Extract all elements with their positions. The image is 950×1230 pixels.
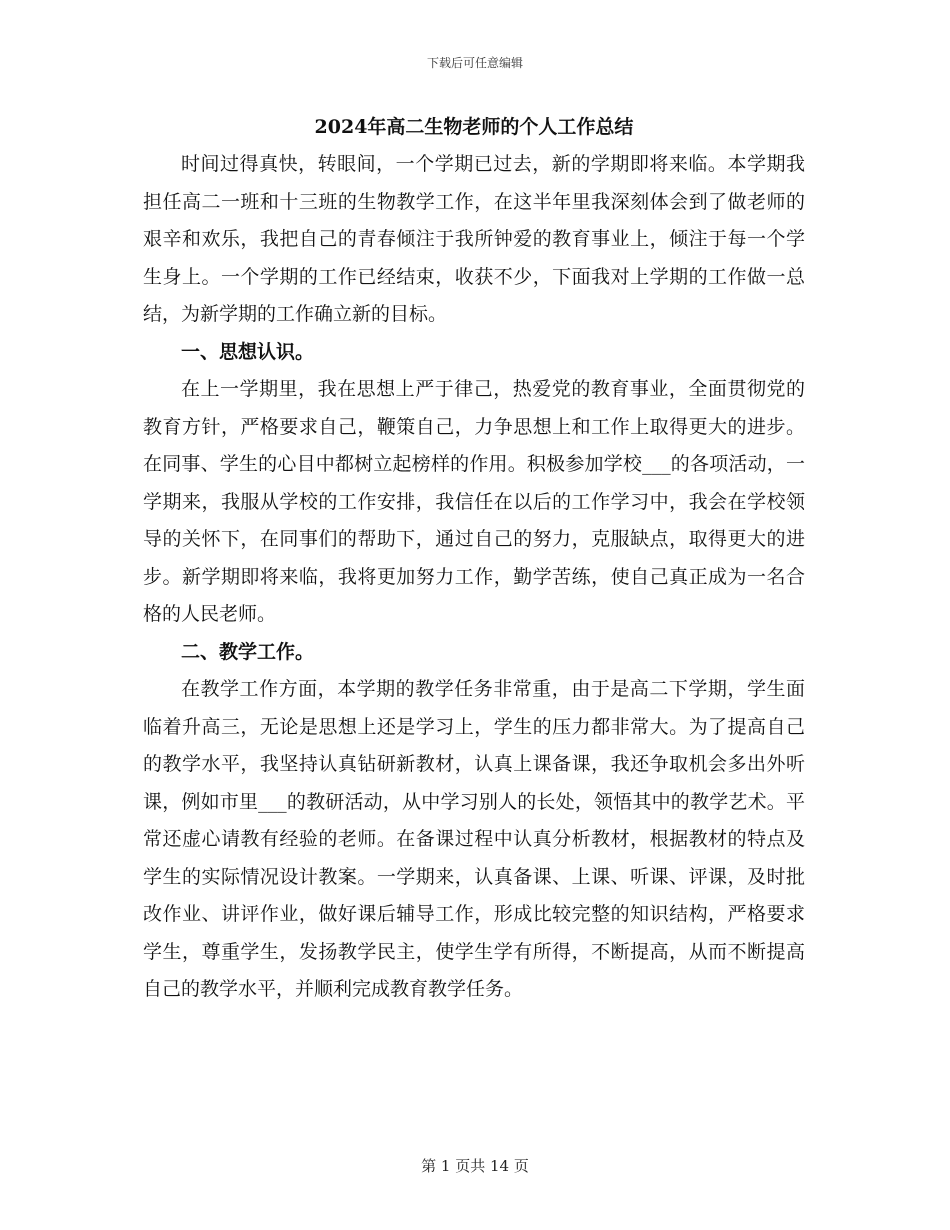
document-title: 2024年高二生物老师的个人工作总结 xyxy=(314,116,634,138)
paragraph-intro: 时间过得真快，转眼间，一个学期已过去，新的学期即将来临。本学期我担任高二一班和十三班的生物教学工作，在这半年里我深刻体会到了做老师的艰辛和欢乐，我把自己的青春倾注于我所钟爱的教育事业上，倾注于每一个学生身上。一个学期的工作已经结束，收获不少，下面我对上学期的工作做一总结，为新学期的工作确立新的目标。 xyxy=(143,153,805,325)
section-heading-teaching: 二、教学工作。 xyxy=(181,640,315,663)
page-header: 下载后可任意编辑 xyxy=(426,56,523,70)
document-body xyxy=(143,112,805,1009)
paragraph-teaching: 在教学工作方面，本学期的教学任务非常重，由于是高二下学期，学生面临着升高三，无论是思想上还是学习上，学生的压力都非常大。为了提高自己的教学水平，我坚持认真钻研新教材，认真上课备课，我还争取机会多出外听课，例如市里___的教研活动，从中学习别人的长处，领悟其中的教学艺术。平常还虚心请教有经验的老师。在备课过程中认真分析教材，根据教材的特点及学生的实际情况设计教案。一学期来，认真备课、上课、听课、评课，及时批改作业、讲评作业，做好课后辅导工作，形成比较完整的知识结构，严格要求学生，尊重学生，发扬教学民主，使学生学有所得，不断提高，从而不断提高自己的教学水平，并顺利完成教育教学任务。 xyxy=(143,678,805,1000)
page-footer: 第 1 页共 14 页 xyxy=(421,1157,529,1175)
paragraph-thought: 在上一学期里，我在思想上严于律己，热爱党的教育事业，全面贯彻党的教育方针，严格要求自己，鞭策自己，力争思想上和工作上取得更大的进步。在同事、学生的心目中都树立起榜样的作用。积极参加学校___的各项活动，一学期来，我服从学校的工作安排，我信任在以后的工作学习中，我会在学校领导的关怀下，在同事们的帮助下，通过自己的努力，克服缺点，取得更大的进步。新学期即将来临，我将更加努力工作，勤学苦练，使自己真正成为一名合格的人民老师。 xyxy=(143,378,805,625)
section-heading-thought: 一、思想认识。 xyxy=(181,340,315,363)
